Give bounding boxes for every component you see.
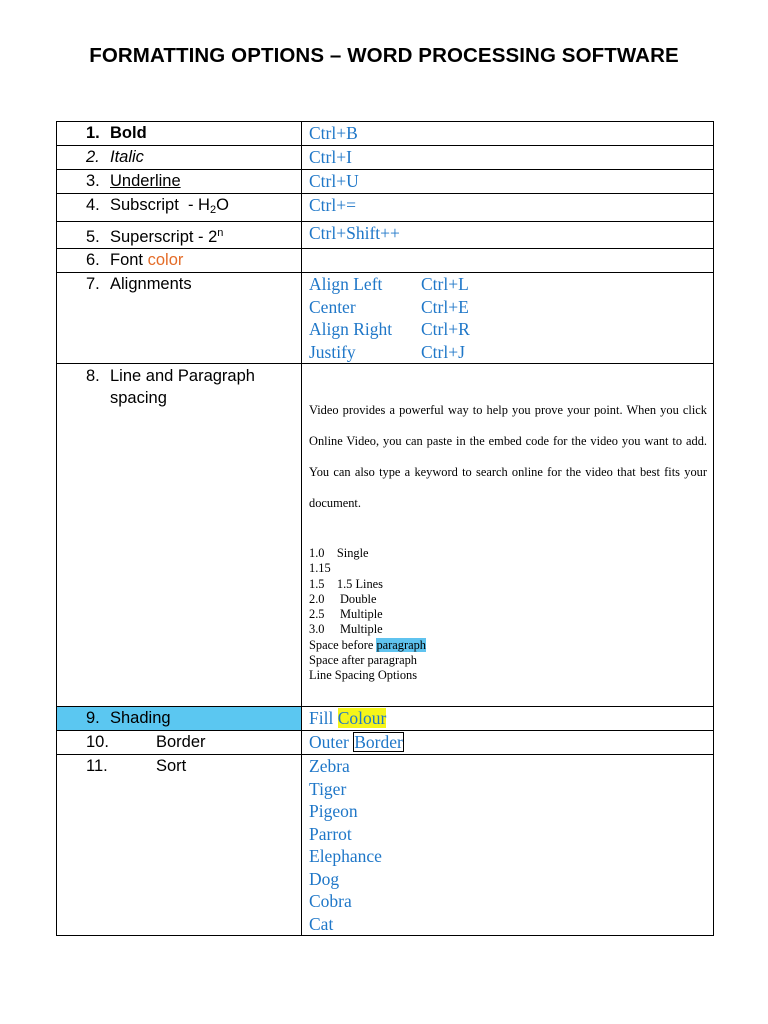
row-bold — [57, 122, 714, 146]
alignment-item — [309, 341, 713, 364]
row-shading — [57, 707, 714, 731]
underline-shortcut: Ctrl+U — [309, 171, 359, 191]
subscript-label: Subscript - H — [110, 196, 210, 214]
font-color-word: color — [147, 251, 184, 269]
fill-text: Fill — [309, 708, 338, 728]
spacing-option: 3.0 Multiple — [309, 622, 383, 637]
sort-list — [302, 755, 713, 935]
row-number: 1. — [86, 124, 100, 142]
subscript-tail: O — [216, 196, 229, 214]
space-after-line: Space after paragraph — [309, 653, 418, 668]
alignment-name: Justify — [309, 341, 356, 362]
page-title: FORMATTING OPTIONS – WORD PROCESSING SOFTWARE — [89, 44, 679, 67]
alignment-shortcut: Ctrl+J — [421, 341, 465, 362]
italic-shortcut: Ctrl+I — [309, 147, 352, 167]
row-italic — [57, 146, 714, 170]
row-subscript — [57, 194, 714, 222]
bold-shortcut: Ctrl+B — [309, 123, 358, 143]
alignment-shortcut: Ctrl+L — [421, 274, 469, 294]
font-color-label: Font — [110, 251, 148, 269]
spacing-option-list — [309, 546, 713, 638]
sample-paragraph: Video provides a powerful way to help you prove your point. When you click Online Video, you can paste in the embed code for the video you want to add. You can also type a keyword to search online for the video that best fits your document. — [309, 403, 707, 510]
superscript-label: Superscript - 2 — [110, 228, 218, 246]
fill-colour-highlight: Colour — [337, 708, 387, 728]
alignment-item — [309, 296, 713, 319]
formatting-table — [56, 121, 714, 936]
spacing-options — [302, 519, 713, 684]
row-number: 4. — [86, 196, 100, 214]
sort-item: Cobra — [309, 891, 352, 911]
spacing-option: 1.15 — [309, 561, 331, 576]
alignment-name: Center — [309, 296, 356, 317]
row-number: 10. — [86, 733, 109, 751]
space-before-highlight: paragraph — [376, 637, 426, 652]
row-number: 8. — [86, 367, 100, 385]
row-number: 9. — [86, 709, 100, 727]
sort-item: Cat — [309, 913, 334, 934]
bold-label: Bold — [110, 124, 147, 142]
outer-text: Outer — [309, 732, 354, 752]
row-border — [57, 731, 714, 755]
row-number: 2. — [86, 148, 100, 166]
row-alignments — [57, 273, 714, 364]
sort-label: Sort — [156, 757, 187, 775]
alignment-shortcut: Ctrl+E — [421, 296, 469, 317]
spacing-label-line1: Line and Paragraph — [110, 367, 255, 385]
shading-label: Shading — [110, 709, 171, 727]
underline-label: Underline — [110, 172, 181, 190]
alignments-label: Alignments — [110, 275, 192, 293]
row-number: 5. — [86, 228, 100, 246]
subscript-digit: 2 — [209, 204, 217, 216]
sort-item: Elephance — [309, 846, 382, 866]
alignment-item — [309, 273, 713, 296]
spacing-option: 2.0 Double — [309, 591, 377, 606]
alignment-name: Align Right — [309, 319, 393, 339]
row-sort — [57, 755, 714, 936]
border-label: Border — [156, 733, 206, 751]
boxed-border-word: Border — [354, 732, 403, 752]
row-number: 7. — [86, 275, 100, 293]
sort-item: Dog — [309, 868, 340, 889]
row-font-color — [57, 249, 714, 273]
line-spacing-options-line: Line Spacing Options — [309, 668, 418, 683]
row-number: 6. — [86, 251, 100, 269]
row-number: 3. — [86, 172, 100, 190]
shaded-cell — [57, 707, 302, 731]
space-before-line — [309, 638, 713, 653]
superscript-n: n — [217, 227, 224, 239]
row-underline — [57, 170, 714, 194]
alignment-item — [309, 318, 713, 341]
sort-item: Pigeon — [309, 801, 358, 821]
alignment-list — [302, 273, 713, 363]
spacing-label-line2: spacing — [110, 389, 167, 407]
spacing-option: 1.5 1.5 Lines — [309, 576, 383, 591]
sort-item: Tiger — [309, 778, 347, 799]
row-spacing — [57, 364, 714, 707]
row-number: 11. — [86, 757, 108, 775]
superscript-shortcut: Ctrl+Shift++ — [309, 223, 400, 243]
italic-label: Italic — [110, 148, 144, 166]
spacing-option: 2.5 Multiple — [309, 607, 383, 622]
font-color-empty-cell — [302, 249, 714, 273]
sort-item: Zebra — [309, 756, 350, 776]
space-before-text: Space before — [309, 637, 377, 652]
spacing-option: 1.0 Single — [309, 546, 369, 560]
row-superscript — [57, 222, 714, 249]
alignment-shortcut: Ctrl+R — [421, 319, 470, 339]
subscript-shortcut: Ctrl+= — [309, 195, 356, 215]
sort-item: Parrot — [309, 823, 352, 844]
alignment-name: Align Left — [309, 274, 383, 294]
